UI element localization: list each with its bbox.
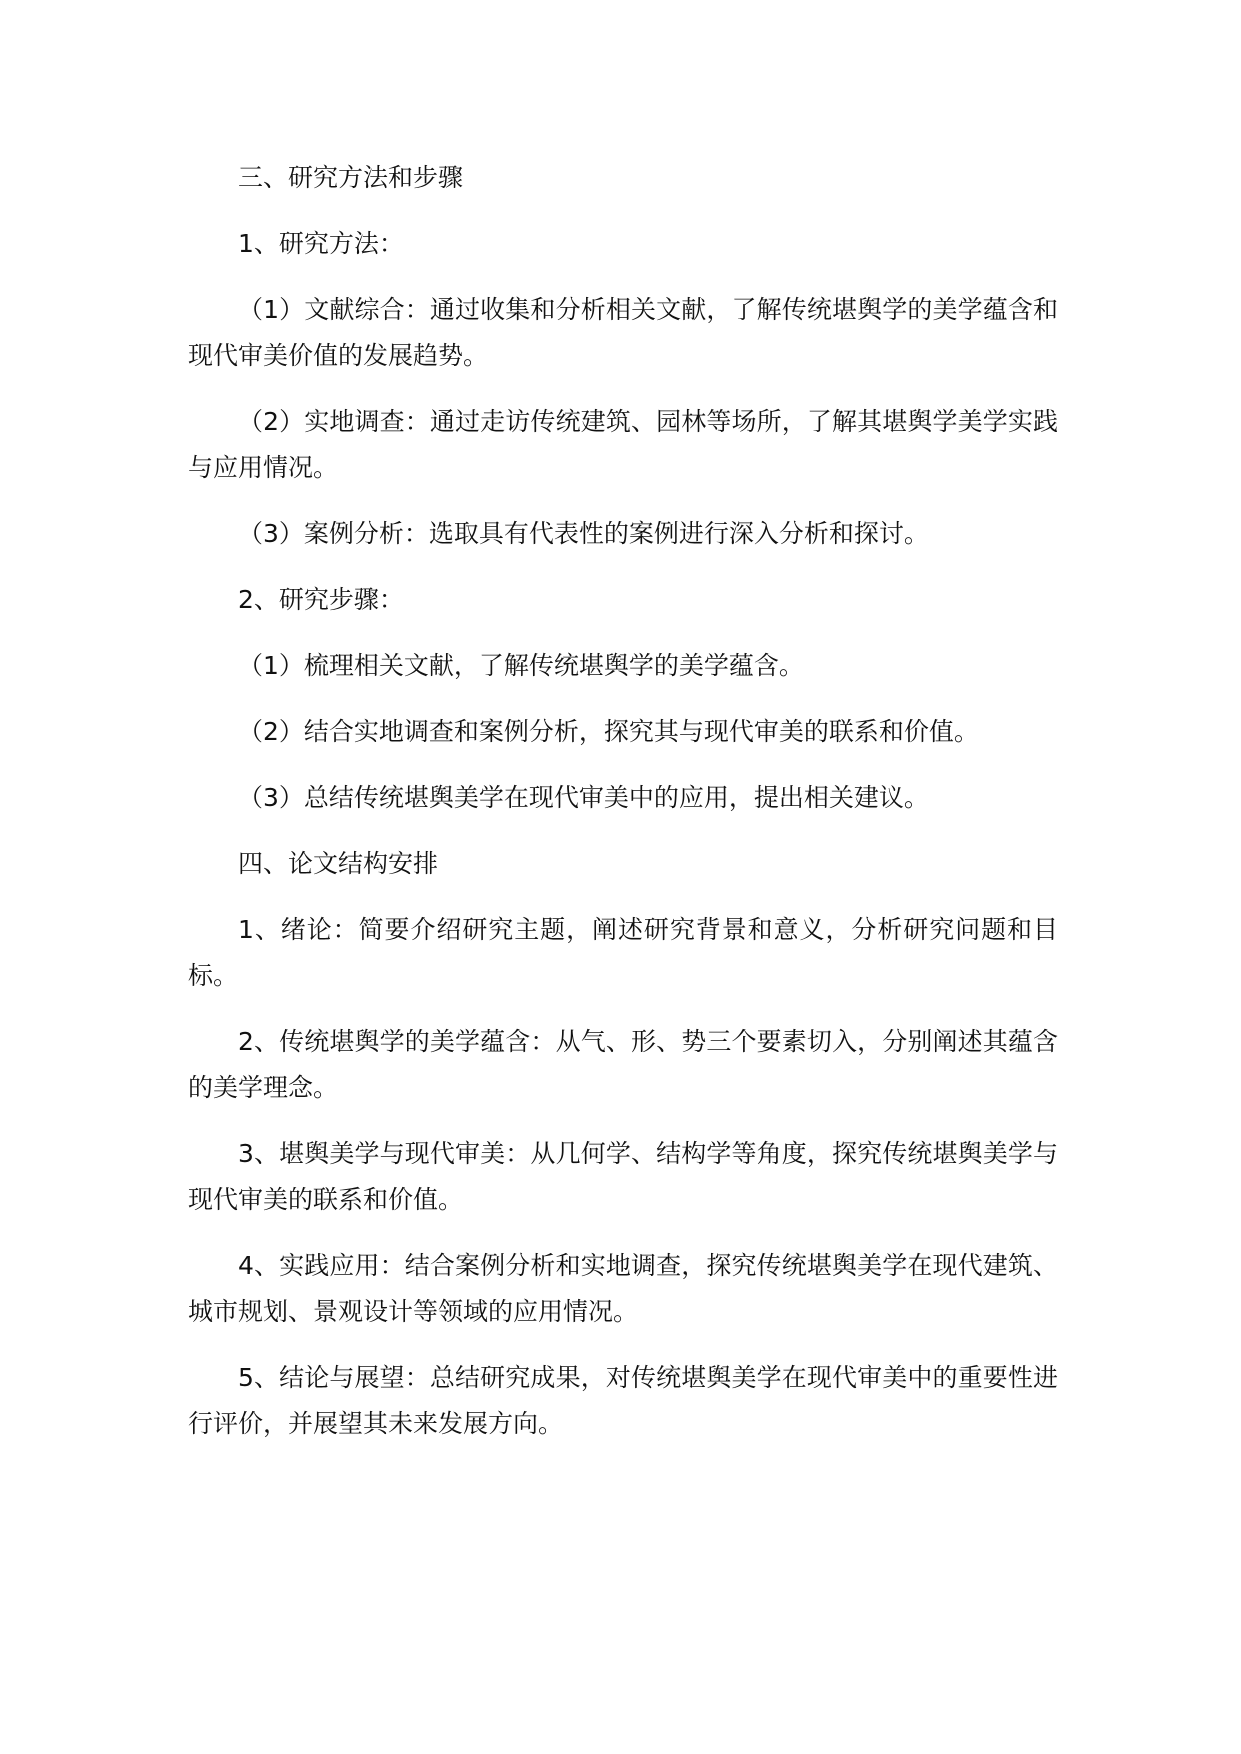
document-body — [188, 155, 1058, 1447]
paragraph-step-3: （3）总结传统堪舆美学在现代审美中的应用，提出相关建议。 — [238, 783, 929, 812]
paragraph-modern-aesthetics: 3、堪舆美学与现代审美：从几何学、结构学等角度，探究传统堪舆美学与现代审美的联系和价值。 — [188, 1139, 1058, 1214]
paragraph-literature-review: （1）文献综合：通过收集和分析相关文献，了解传统堪舆学的美学蕴含和现代审美价值的发展趋势。 — [188, 295, 1058, 370]
paragraph-aesthetic-connotation: 2、传统堪舆学的美学蕴含：从气、形、势三个要素切入，分别阐述其蕴含的美学理念。 — [188, 1027, 1058, 1102]
paragraph-step-2: （2）结合实地调查和案例分析，探究其与现代审美的联系和价值。 — [238, 717, 979, 746]
paragraph-practical-application: 4、实践应用：结合案例分析和实地调查，探究传统堪舆美学在现代建筑、城市规划、景观设计等领域的应用情况。 — [188, 1251, 1058, 1326]
subheading-research-steps: 2、研究步骤： — [238, 585, 404, 614]
paragraph-case-analysis: （3）案例分析：选取具有代表性的案例进行深入分析和探讨。 — [238, 519, 929, 548]
paragraph-step-1: （1）梳理相关文献，了解传统堪舆学的美学蕴含。 — [238, 651, 804, 680]
section-heading-thesis-structure: 四、论文结构安排 — [238, 849, 439, 878]
paragraph-conclusion: 5、结论与展望：总结研究成果，对传统堪舆美学在现代审美中的重要性进行评价，并展望其未来发展方向。 — [188, 1363, 1058, 1438]
paragraph-field-survey: （2）实地调查：通过走访传统建筑、园林等场所，了解其堪舆学美学实践与应用情况。 — [188, 407, 1058, 482]
paragraph-introduction: 1、绪论：简要介绍研究主题，阐述研究背景和意义，分析研究问题和目标。 — [188, 915, 1058, 990]
section-heading-research-methods: 三、研究方法和步骤 — [238, 163, 464, 192]
subheading-research-methods: 1、研究方法： — [238, 229, 404, 258]
